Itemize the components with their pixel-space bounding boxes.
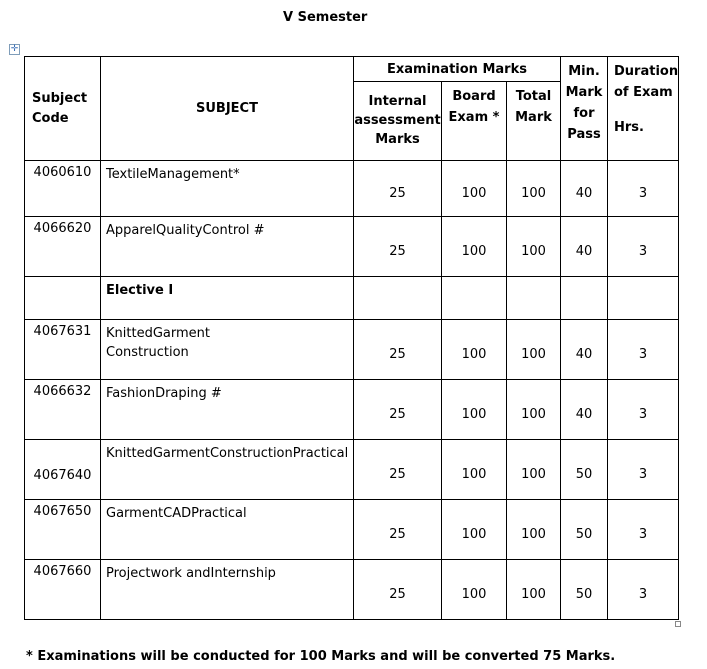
internal-marks: 25 [354, 440, 442, 500]
min-mark: 40 [561, 380, 608, 440]
empty-cell [25, 277, 101, 320]
duration-hrs: 3 [608, 440, 679, 500]
internal-marks: 25 [354, 380, 442, 440]
board-marks: 100 [442, 560, 507, 620]
header-internal: Internal assessment Marks [354, 82, 442, 161]
subject-code: 4067660 [25, 560, 101, 620]
duration-hrs: 3 [608, 320, 679, 380]
subject-code: 4066632 [25, 380, 101, 440]
subject-code: 4066620 [25, 217, 101, 277]
internal-marks: 25 [354, 500, 442, 560]
internal-marks: 25 [354, 161, 442, 217]
min-mark: 50 [561, 560, 608, 620]
header-subject: SUBJECT [101, 57, 354, 161]
subject-code: 4067631 [25, 320, 101, 380]
subject-name: ApparelQualityControl # [101, 217, 354, 277]
board-marks: 100 [442, 380, 507, 440]
total-marks: 100 [507, 380, 561, 440]
total-marks: 100 [507, 500, 561, 560]
total-marks: 100 [507, 320, 561, 380]
table-row [25, 500, 679, 560]
table-move-icon[interactable]: ✛ [10, 44, 19, 54]
empty-cell [507, 277, 561, 320]
footnote: * Examinations will be conducted for 100 Marks and will be converted 75 Marks. [26, 649, 616, 664]
subject-name: FashionDraping # [101, 380, 354, 440]
empty-cell [608, 277, 679, 320]
duration-hrs: 3 [608, 560, 679, 620]
header-board: Board Exam * [442, 82, 507, 161]
table-row [25, 440, 679, 500]
duration-hrs: 3 [608, 161, 679, 217]
min-mark: 50 [561, 500, 608, 560]
semester-table [24, 56, 679, 620]
total-marks: 100 [507, 217, 561, 277]
duration-hrs: 3 [608, 217, 679, 277]
duration-hrs: 3 [608, 380, 679, 440]
header-total: Total Mark [507, 82, 561, 161]
subject-code: 4060610 [25, 161, 101, 217]
internal-marks: 25 [354, 560, 442, 620]
subject-name: KnittedGarmentConstructionPractical [101, 440, 354, 500]
board-marks: 100 [442, 500, 507, 560]
subject-name: GarmentCADPractical [101, 500, 354, 560]
header-subject-code: Subject Code [25, 57, 101, 161]
subject-name: Projectwork andInternship [101, 560, 354, 620]
subject-name [101, 320, 354, 380]
table-row [25, 320, 679, 380]
header-min-mark: Min. Mark for Pass [561, 57, 608, 161]
table-row [25, 161, 679, 217]
table-row [25, 380, 679, 440]
total-marks: 100 [507, 161, 561, 217]
section-elective: Elective I [101, 277, 354, 320]
min-mark: 40 [561, 217, 608, 277]
total-marks: 100 [507, 440, 561, 500]
subject-code: 4067650 [25, 500, 101, 560]
header-duration [608, 57, 679, 161]
internal-marks: 25 [354, 217, 442, 277]
min-mark: 40 [561, 320, 608, 380]
header-duration-unit: Hrs. [614, 120, 644, 135]
table-resize-handle[interactable] [675, 621, 681, 627]
table-row [25, 277, 679, 320]
duration-hrs: 3 [608, 500, 679, 560]
board-marks: 100 [442, 161, 507, 217]
empty-cell [442, 277, 507, 320]
header-duration-label: Duration of Exam [614, 64, 679, 100]
min-mark: 50 [561, 440, 608, 500]
empty-cell [561, 277, 608, 320]
subject-name-line2: Construction [106, 345, 189, 360]
empty-cell [354, 277, 442, 320]
subject-name: TextileManagement* [101, 161, 354, 217]
total-marks: 100 [507, 560, 561, 620]
table-row [25, 217, 679, 277]
subject-name-line1: KnittedGarment [106, 326, 210, 341]
internal-marks: 25 [354, 320, 442, 380]
page-title: V Semester [283, 10, 368, 25]
board-marks: 100 [442, 217, 507, 277]
header-exam-marks: Examination Marks [354, 57, 561, 82]
subject-code: 4067640 [25, 440, 101, 500]
board-marks: 100 [442, 320, 507, 380]
min-mark: 40 [561, 161, 608, 217]
table-row [25, 560, 679, 620]
board-marks: 100 [442, 440, 507, 500]
